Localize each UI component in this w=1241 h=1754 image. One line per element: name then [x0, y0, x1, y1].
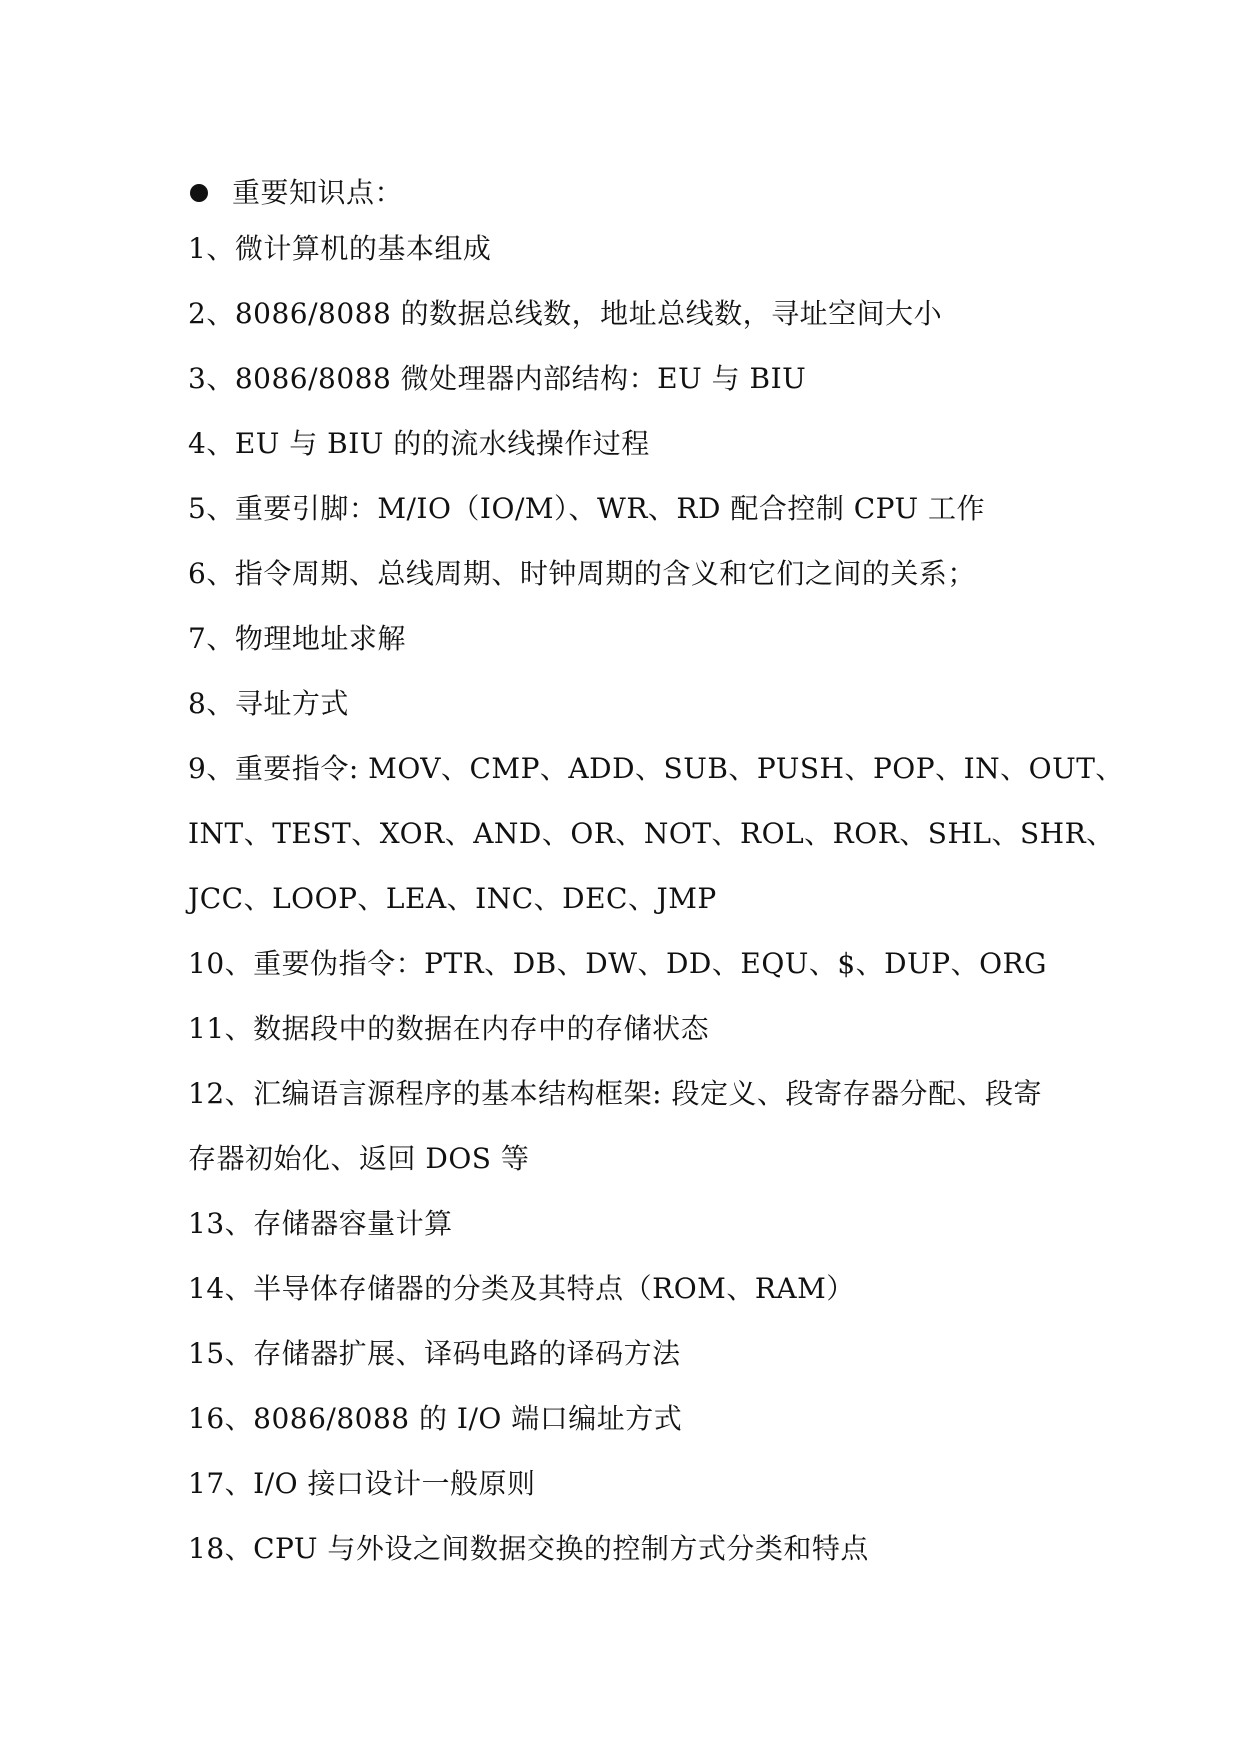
- list-item: 7、物理地址求解: [188, 622, 406, 655]
- heading-text: 重要知识点：: [232, 175, 404, 209]
- list-item: 6、指令周期、总线周期、时钟周期的含义和它们之间的关系；: [188, 557, 976, 590]
- list-item-continuation: 存器初始化、返回 DOS 等: [188, 1142, 530, 1175]
- list-item: 5、重要引脚：M/IO（IO/M）、WR、RD 配合控制 CPU 工作: [188, 492, 986, 525]
- list-item: 17、I/O 接口设计一般原则: [188, 1467, 536, 1500]
- list-item: 1、微计算机的基本组成: [188, 232, 492, 265]
- list-item: 8、寻址方式: [188, 687, 349, 720]
- knowledge-points-list: [188, 160, 1124, 1590]
- list-item: 18、CPU 与外设之间数据交换的控制方式分类和特点: [188, 1532, 869, 1565]
- section-heading: [188, 160, 1068, 225]
- list-item: 16、8086/8088 的 I/O 端口编址方式: [188, 1402, 683, 1435]
- list-item: 13、存储器容量计算: [188, 1207, 453, 1240]
- list-item: 14、半导体存储器的分类及其特点（ROM、RAM）: [188, 1272, 855, 1305]
- list-item-continuation: INT、TEST、XOR、AND、OR、NOT、ROL、ROR、SHL、SHR、: [188, 817, 1115, 850]
- bullet-icon: [190, 184, 208, 202]
- list-item: 12、汇编语言源程序的基本结构框架: 段定义、段寄存器分配、段寄: [188, 1077, 1042, 1110]
- list-item-continuation: JCC、LOOP、LEA、INC、DEC、JMP: [188, 882, 717, 915]
- list-item: 3、8086/8088 微处理器内部结构：EU 与 BIU: [188, 362, 807, 395]
- list-item: 15、存储器扩展、译码电路的译码方法: [188, 1337, 681, 1370]
- list-item: 10、重要伪指令：PTR、DB、DW、DD、EQU、$、DUP、ORG: [188, 947, 1047, 980]
- list-item: 4、EU 与 BIU 的的流水线操作过程: [188, 427, 650, 460]
- list-item: 2、8086/8088 的数据总线数，地址总线数，寻址空间大小: [188, 297, 943, 330]
- list-item: 11、数据段中的数据在内存中的存储状态: [188, 1012, 710, 1045]
- list-item: 9、重要指令: MOV、CMP、ADD、SUB、PUSH、POP、IN、OUT、: [188, 752, 1124, 785]
